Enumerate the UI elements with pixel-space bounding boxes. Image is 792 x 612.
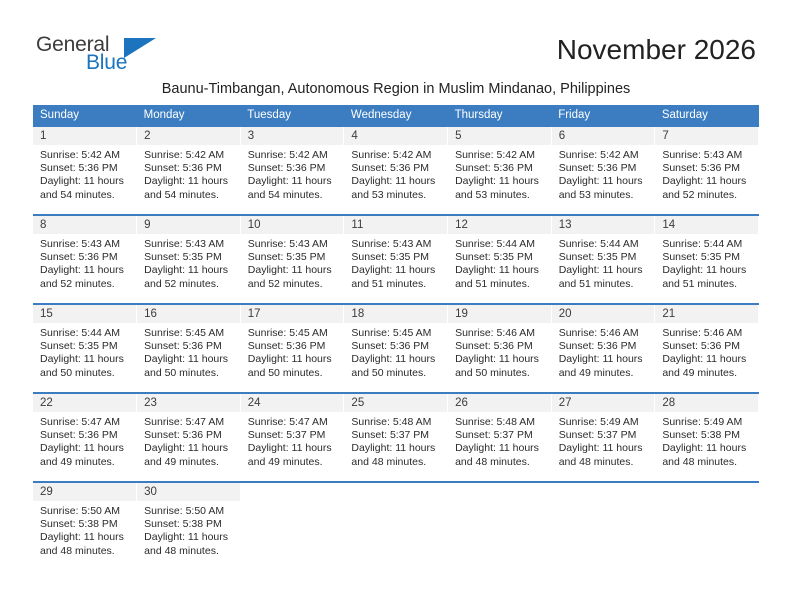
day-details bbox=[552, 234, 655, 291]
sunrise-text: Sunrise: 5:49 AM bbox=[662, 416, 743, 428]
day-details bbox=[33, 234, 136, 291]
daylight-text-line1: Daylight: 11 hours bbox=[247, 175, 332, 188]
sunset-text: Sunset: 5:36 PM bbox=[40, 162, 118, 175]
day-number: 28 bbox=[655, 394, 758, 412]
sunset-text: Sunset: 5:36 PM bbox=[558, 340, 637, 353]
sunset-text: Sunset: 5:35 PM bbox=[662, 251, 740, 264]
weekday-header-wednesday: Wednesday bbox=[344, 105, 448, 126]
daylight-text-line1: Daylight: 11 hours bbox=[662, 353, 747, 366]
day-number: 21 bbox=[655, 305, 758, 323]
calendar-day-cell[interactable] bbox=[448, 126, 552, 215]
day-number: 23 bbox=[137, 394, 240, 412]
daylight-text-line2: and 52 minutes. bbox=[662, 188, 738, 201]
sunrise-text: Sunrise: 5:43 AM bbox=[662, 149, 743, 161]
sunset-text: Sunset: 5:37 PM bbox=[351, 429, 430, 442]
calendar-empty-cell bbox=[551, 482, 655, 571]
weekday-header-row bbox=[33, 105, 759, 126]
sunrise-text: Sunrise: 5:47 AM bbox=[144, 416, 225, 428]
daylight-text-line1: Daylight: 11 hours bbox=[558, 175, 643, 188]
sunrise-text: Sunrise: 5:43 AM bbox=[351, 238, 432, 250]
day-number: 9 bbox=[137, 216, 240, 234]
day-details bbox=[344, 412, 447, 469]
sunrise-text: Sunrise: 5:43 AM bbox=[144, 238, 225, 250]
day-number: 8 bbox=[33, 216, 136, 234]
calendar-day-cell[interactable] bbox=[137, 482, 241, 571]
day-number: 6 bbox=[552, 127, 655, 145]
sunrise-text: Sunrise: 5:44 AM bbox=[40, 327, 120, 339]
weekday-header-monday: Monday bbox=[137, 105, 241, 126]
sunrise-text: Sunrise: 5:47 AM bbox=[247, 416, 328, 428]
sunset-text: Sunset: 5:37 PM bbox=[247, 429, 326, 442]
day-details bbox=[655, 412, 758, 469]
day-number: 30 bbox=[137, 483, 240, 501]
sunrise-text: Sunrise: 5:47 AM bbox=[40, 416, 120, 428]
daylight-text-line1: Daylight: 11 hours bbox=[455, 175, 539, 188]
weekday-header-friday: Friday bbox=[551, 105, 655, 126]
day-details bbox=[241, 145, 344, 202]
daylight-text-line2: and 52 minutes. bbox=[144, 277, 219, 290]
calendar-empty-cell bbox=[448, 482, 552, 571]
calendar-day-cell[interactable] bbox=[137, 126, 241, 215]
daylight-text-line2: and 54 minutes. bbox=[247, 188, 323, 201]
sunset-text: Sunset: 5:35 PM bbox=[40, 340, 118, 353]
logo-triangle-icon bbox=[124, 38, 156, 58]
sunset-text: Sunset: 5:38 PM bbox=[662, 429, 740, 442]
sunset-text: Sunset: 5:35 PM bbox=[144, 251, 222, 264]
day-details bbox=[552, 323, 655, 380]
day-details bbox=[137, 145, 240, 202]
sunrise-text: Sunrise: 5:43 AM bbox=[247, 238, 328, 250]
sunrise-text: Sunrise: 5:48 AM bbox=[351, 416, 432, 428]
sunset-text: Sunset: 5:36 PM bbox=[455, 162, 533, 175]
calendar-day-cell[interactable] bbox=[655, 304, 759, 393]
calendar-week-row bbox=[33, 393, 759, 482]
calendar-day-cell[interactable] bbox=[33, 126, 137, 215]
calendar-week-row bbox=[33, 215, 759, 304]
sunset-text: Sunset: 5:36 PM bbox=[40, 429, 118, 442]
daylight-text-line1: Daylight: 11 hours bbox=[662, 442, 747, 455]
daylight-text-line1: Daylight: 11 hours bbox=[247, 353, 332, 366]
sunset-text: Sunset: 5:36 PM bbox=[144, 162, 222, 175]
daylight-text-line1: Daylight: 11 hours bbox=[351, 264, 436, 277]
calendar-day-cell[interactable] bbox=[344, 126, 448, 215]
day-number: 5 bbox=[448, 127, 551, 145]
calendar-week-row bbox=[33, 304, 759, 393]
weekday-header-tuesday: Tuesday bbox=[240, 105, 344, 126]
day-number: 1 bbox=[33, 127, 136, 145]
daylight-text-line2: and 48 minutes. bbox=[351, 455, 427, 468]
sunrise-text: Sunrise: 5:46 AM bbox=[662, 327, 743, 339]
day-details bbox=[448, 412, 551, 469]
calendar-day-cell[interactable] bbox=[137, 215, 241, 304]
calendar-day-cell[interactable] bbox=[655, 215, 759, 304]
weekday-header-sunday: Sunday bbox=[33, 105, 137, 126]
day-details bbox=[137, 323, 240, 380]
daylight-text-line1: Daylight: 11 hours bbox=[662, 175, 747, 188]
daylight-text-line2: and 49 minutes. bbox=[40, 455, 115, 468]
day-details bbox=[137, 501, 240, 558]
sunset-text: Sunset: 5:35 PM bbox=[558, 251, 637, 264]
daylight-text-line1: Daylight: 11 hours bbox=[144, 353, 228, 366]
sunrise-text: Sunrise: 5:42 AM bbox=[558, 149, 639, 161]
sunrise-text: Sunrise: 5:44 AM bbox=[455, 238, 536, 250]
calendar-empty-cell bbox=[240, 482, 344, 571]
sunrise-text: Sunrise: 5:49 AM bbox=[558, 416, 639, 428]
sunset-text: Sunset: 5:36 PM bbox=[144, 340, 222, 353]
logo-text-blue: Blue bbox=[86, 51, 128, 74]
daylight-text-line1: Daylight: 11 hours bbox=[40, 531, 124, 544]
day-details bbox=[241, 234, 344, 291]
calendar-day-cell[interactable] bbox=[240, 126, 344, 215]
sunrise-text: Sunrise: 5:50 AM bbox=[144, 505, 225, 517]
sunset-text: Sunset: 5:36 PM bbox=[455, 340, 533, 353]
sunrise-text: Sunrise: 5:45 AM bbox=[247, 327, 328, 339]
daylight-text-line2: and 48 minutes. bbox=[455, 455, 530, 468]
sunset-text: Sunset: 5:35 PM bbox=[455, 251, 533, 264]
day-number: 26 bbox=[448, 394, 551, 412]
day-details bbox=[552, 145, 655, 202]
calendar-day-cell[interactable] bbox=[344, 215, 448, 304]
calendar-day-cell[interactable] bbox=[551, 215, 655, 304]
daylight-text-line1: Daylight: 11 hours bbox=[351, 353, 436, 366]
daylight-text-line1: Daylight: 11 hours bbox=[558, 442, 643, 455]
day-details bbox=[448, 323, 551, 380]
daylight-text-line1: Daylight: 11 hours bbox=[40, 175, 124, 188]
calendar-day-cell[interactable] bbox=[240, 215, 344, 304]
page-header bbox=[0, 0, 792, 72]
sunset-text: Sunset: 5:36 PM bbox=[40, 251, 118, 264]
calendar-day-cell[interactable] bbox=[448, 215, 552, 304]
calendar-day-cell[interactable] bbox=[33, 393, 137, 482]
daylight-text-line2: and 49 minutes. bbox=[558, 366, 634, 379]
daylight-text-line1: Daylight: 11 hours bbox=[144, 531, 228, 544]
sunrise-text: Sunrise: 5:43 AM bbox=[40, 238, 120, 250]
daylight-text-line1: Daylight: 11 hours bbox=[662, 264, 747, 277]
day-number: 12 bbox=[448, 216, 551, 234]
daylight-text-line1: Daylight: 11 hours bbox=[558, 264, 643, 277]
day-details bbox=[448, 234, 551, 291]
sunrise-text: Sunrise: 5:46 AM bbox=[455, 327, 536, 339]
daylight-text-line2: and 49 minutes. bbox=[247, 455, 323, 468]
daylight-text-line2: and 54 minutes. bbox=[40, 188, 115, 201]
daylight-text-line2: and 51 minutes. bbox=[351, 277, 427, 290]
page-title: November 2026 bbox=[556, 34, 756, 65]
sunset-text: Sunset: 5:37 PM bbox=[558, 429, 637, 442]
day-details bbox=[33, 323, 136, 380]
daylight-text-line2: and 50 minutes. bbox=[40, 366, 115, 379]
sunset-text: Sunset: 5:36 PM bbox=[247, 340, 326, 353]
calendar-day-cell[interactable] bbox=[344, 304, 448, 393]
sunrise-text: Sunrise: 5:42 AM bbox=[144, 149, 225, 161]
daylight-text-line2: and 52 minutes. bbox=[40, 277, 115, 290]
sunrise-text: Sunrise: 5:45 AM bbox=[144, 327, 225, 339]
calendar-day-cell[interactable] bbox=[344, 393, 448, 482]
daylight-text-line2: and 48 minutes. bbox=[40, 544, 115, 557]
sunrise-text: Sunrise: 5:45 AM bbox=[351, 327, 432, 339]
location-subtitle: Baunu-Timbangan, Autonomous Region in Muslim Mindanao, Philippines bbox=[161, 81, 631, 97]
day-number: 14 bbox=[655, 216, 758, 234]
day-details bbox=[655, 323, 758, 380]
day-number: 2 bbox=[137, 127, 240, 145]
sunset-text: Sunset: 5:36 PM bbox=[662, 340, 740, 353]
day-details bbox=[655, 234, 758, 291]
daylight-text-line2: and 49 minutes. bbox=[662, 366, 738, 379]
daylight-text-line1: Daylight: 11 hours bbox=[455, 442, 539, 455]
daylight-text-line2: and 50 minutes. bbox=[144, 366, 219, 379]
sunrise-text: Sunrise: 5:42 AM bbox=[247, 149, 328, 161]
day-details bbox=[655, 145, 758, 202]
daylight-text-line1: Daylight: 11 hours bbox=[455, 353, 539, 366]
day-details bbox=[33, 412, 136, 469]
sunset-text: Sunset: 5:36 PM bbox=[144, 429, 222, 442]
logo-text-general: General bbox=[36, 33, 110, 56]
calendar-day-cell[interactable] bbox=[33, 215, 137, 304]
sunset-text: Sunset: 5:37 PM bbox=[455, 429, 533, 442]
daylight-text-line1: Daylight: 11 hours bbox=[455, 264, 539, 277]
day-number: 27 bbox=[552, 394, 655, 412]
calendar-day-cell[interactable] bbox=[551, 126, 655, 215]
calendar-day-cell[interactable] bbox=[448, 393, 552, 482]
sunrise-sunset-calendar bbox=[33, 105, 759, 571]
daylight-text-line2: and 50 minutes. bbox=[455, 366, 530, 379]
daylight-text-line2: and 51 minutes. bbox=[662, 277, 738, 290]
general-blue-logo[interactable] bbox=[36, 34, 206, 80]
daylight-text-line2: and 50 minutes. bbox=[247, 366, 323, 379]
daylight-text-line1: Daylight: 11 hours bbox=[247, 442, 332, 455]
day-details bbox=[137, 412, 240, 469]
sunset-text: Sunset: 5:38 PM bbox=[144, 518, 222, 531]
calendar-day-cell[interactable] bbox=[448, 304, 552, 393]
sunset-text: Sunset: 5:36 PM bbox=[247, 162, 326, 175]
calendar-empty-cell bbox=[655, 482, 759, 571]
calendar-week-row bbox=[33, 482, 759, 571]
weekday-header-thursday: Thursday bbox=[448, 105, 552, 126]
calendar-day-cell[interactable] bbox=[137, 304, 241, 393]
calendar-body bbox=[33, 126, 759, 571]
calendar-day-cell[interactable] bbox=[33, 304, 137, 393]
day-number: 20 bbox=[552, 305, 655, 323]
calendar-day-cell[interactable] bbox=[655, 126, 759, 215]
day-number: 22 bbox=[33, 394, 136, 412]
calendar-day-cell[interactable] bbox=[137, 393, 241, 482]
daylight-text-line2: and 54 minutes. bbox=[144, 188, 219, 201]
sunrise-text: Sunrise: 5:50 AM bbox=[40, 505, 120, 517]
day-number: 10 bbox=[241, 216, 344, 234]
daylight-text-line1: Daylight: 11 hours bbox=[144, 175, 228, 188]
daylight-text-line2: and 53 minutes. bbox=[351, 188, 427, 201]
sunrise-text: Sunrise: 5:42 AM bbox=[40, 149, 120, 161]
day-details bbox=[33, 501, 136, 558]
daylight-text-line2: and 49 minutes. bbox=[144, 455, 219, 468]
day-number: 4 bbox=[344, 127, 447, 145]
sunrise-text: Sunrise: 5:44 AM bbox=[662, 238, 743, 250]
daylight-text-line1: Daylight: 11 hours bbox=[144, 264, 228, 277]
day-number: 18 bbox=[344, 305, 447, 323]
calendar-day-cell[interactable] bbox=[240, 304, 344, 393]
daylight-text-line1: Daylight: 11 hours bbox=[144, 442, 228, 455]
day-details bbox=[137, 234, 240, 291]
day-number: 3 bbox=[241, 127, 344, 145]
sunrise-text: Sunrise: 5:48 AM bbox=[455, 416, 536, 428]
calendar-day-cell[interactable] bbox=[240, 393, 344, 482]
day-details bbox=[33, 145, 136, 202]
daylight-text-line2: and 48 minutes. bbox=[662, 455, 738, 468]
daylight-text-line1: Daylight: 11 hours bbox=[40, 353, 124, 366]
sunset-text: Sunset: 5:36 PM bbox=[351, 162, 430, 175]
daylight-text-line1: Daylight: 11 hours bbox=[40, 442, 124, 455]
calendar-day-cell[interactable] bbox=[655, 393, 759, 482]
day-number: 13 bbox=[552, 216, 655, 234]
daylight-text-line2: and 48 minutes. bbox=[144, 544, 219, 557]
day-number: 16 bbox=[137, 305, 240, 323]
calendar-day-cell[interactable] bbox=[33, 482, 137, 571]
day-number: 7 bbox=[655, 127, 758, 145]
daylight-text-line2: and 53 minutes. bbox=[558, 188, 634, 201]
day-details bbox=[448, 145, 551, 202]
day-number: 17 bbox=[241, 305, 344, 323]
daylight-text-line1: Daylight: 11 hours bbox=[558, 353, 643, 366]
day-details bbox=[344, 234, 447, 291]
sunrise-text: Sunrise: 5:46 AM bbox=[558, 327, 639, 339]
sunset-text: Sunset: 5:36 PM bbox=[558, 162, 637, 175]
daylight-text-line1: Daylight: 11 hours bbox=[40, 264, 124, 277]
day-details bbox=[344, 323, 447, 380]
daylight-text-line1: Daylight: 11 hours bbox=[351, 442, 436, 455]
day-number: 19 bbox=[448, 305, 551, 323]
day-number: 25 bbox=[344, 394, 447, 412]
weekday-header-saturday: Saturday bbox=[655, 105, 759, 126]
day-details bbox=[552, 412, 655, 469]
sunset-text: Sunset: 5:36 PM bbox=[662, 162, 740, 175]
daylight-text-line1: Daylight: 11 hours bbox=[247, 264, 332, 277]
day-details bbox=[241, 323, 344, 380]
sunset-text: Sunset: 5:35 PM bbox=[351, 251, 430, 264]
day-number: 24 bbox=[241, 394, 344, 412]
calendar-day-cell[interactable] bbox=[551, 393, 655, 482]
sunrise-text: Sunrise: 5:44 AM bbox=[558, 238, 639, 250]
daylight-text-line1: Daylight: 11 hours bbox=[351, 175, 436, 188]
sunset-text: Sunset: 5:38 PM bbox=[40, 518, 118, 531]
sunset-text: Sunset: 5:35 PM bbox=[247, 251, 326, 264]
daylight-text-line2: and 48 minutes. bbox=[558, 455, 634, 468]
daylight-text-line2: and 51 minutes. bbox=[455, 277, 530, 290]
calendar-day-cell[interactable] bbox=[551, 304, 655, 393]
day-details bbox=[344, 145, 447, 202]
sunrise-text: Sunrise: 5:42 AM bbox=[351, 149, 432, 161]
calendar-week-row bbox=[33, 126, 759, 215]
daylight-text-line2: and 51 minutes. bbox=[558, 277, 634, 290]
sunrise-text: Sunrise: 5:42 AM bbox=[455, 149, 536, 161]
daylight-text-line2: and 50 minutes. bbox=[351, 366, 427, 379]
day-details bbox=[241, 412, 344, 469]
sunset-text: Sunset: 5:36 PM bbox=[351, 340, 430, 353]
daylight-text-line2: and 52 minutes. bbox=[247, 277, 323, 290]
day-number: 29 bbox=[33, 483, 136, 501]
day-number: 15 bbox=[33, 305, 136, 323]
day-number: 11 bbox=[344, 216, 447, 234]
daylight-text-line2: and 53 minutes. bbox=[455, 188, 530, 201]
calendar-empty-cell bbox=[344, 482, 448, 571]
